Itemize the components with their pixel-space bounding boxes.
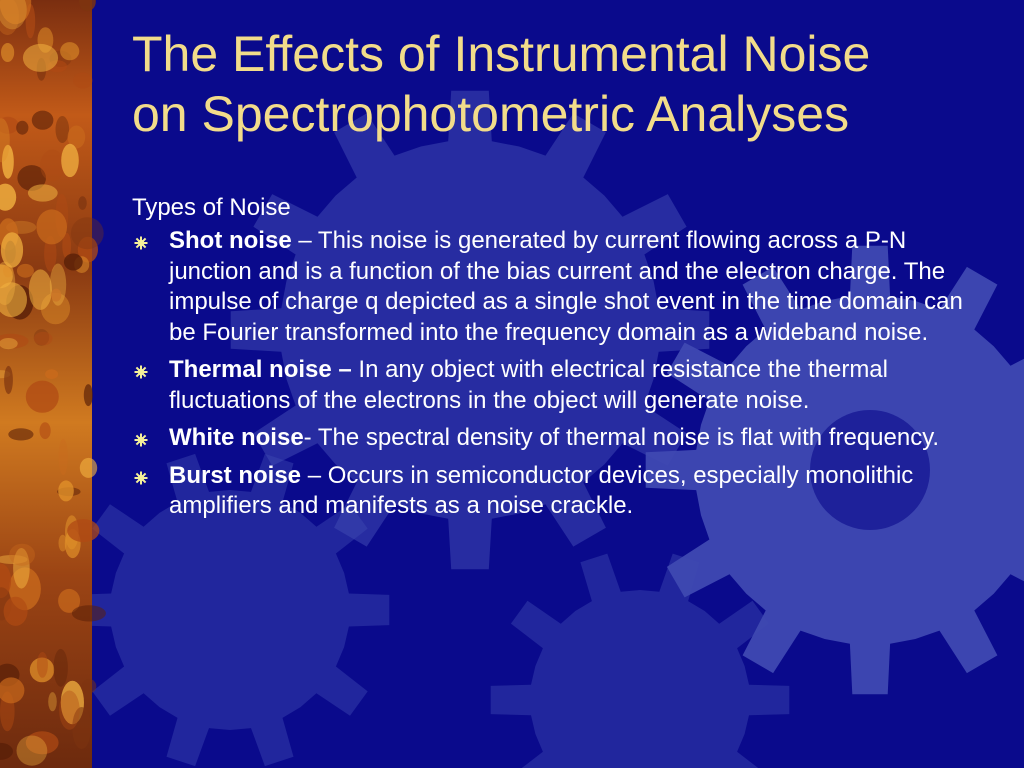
bullet-term: Burst noise	[169, 461, 302, 489]
texture-blotch	[59, 439, 68, 475]
texture-blotch	[56, 116, 70, 143]
texture-blotch	[1, 232, 23, 267]
texture-blotch	[16, 121, 28, 135]
texture-blotch	[9, 544, 35, 566]
bullet-text: – This noise is generated by current flowing across a P-N junction and is a function of the bias current and the electron charge. The impulse of charge q depicted as a single shot event in the time domain can be Fourier transformed into the frequency domain as a wideband noise.	[169, 227, 963, 346]
texture-blotch	[48, 692, 57, 711]
texture-blotch	[84, 384, 93, 406]
texture-blotch	[80, 458, 97, 478]
decorative-side-strip	[0, 0, 106, 768]
texture-blotch	[64, 254, 83, 271]
texture-blotch	[59, 691, 80, 730]
texture-blotch	[17, 264, 34, 278]
slide-title-line-1: The Effects of Instrumental Noise	[132, 26, 871, 82]
texture-blotch	[73, 73, 92, 89]
bullet-term: Shot noise	[169, 227, 292, 254]
texture-blotch	[23, 44, 58, 72]
sunburst-bullet-icon	[133, 432, 149, 448]
bullet-burst-noise	[132, 461, 980, 522]
texture-blotch	[50, 264, 66, 306]
bullet-term: Thermal noise –	[169, 356, 352, 383]
bullet-shot-noise	[132, 226, 980, 348]
texture-blotch	[71, 217, 104, 249]
texture-blotch	[4, 366, 13, 394]
bullet-thermal-noise	[132, 355, 980, 416]
texture-blotch	[28, 184, 58, 201]
texture-blotch	[34, 332, 53, 345]
texture-blotch	[45, 369, 58, 379]
texture-blotch	[60, 42, 79, 60]
section-heading: Types of Noise	[132, 194, 291, 221]
bullet-text: In any object with electrical resistance the thermal fluctuations of the electrons in the object will generate noise.	[169, 356, 888, 414]
slide-title-line-2: on Spectrophotometric Analyses	[132, 86, 850, 142]
noise-types-list	[132, 226, 980, 522]
texture-blotch	[26, 381, 59, 413]
texture-blotch	[78, 196, 87, 210]
texture-blotch	[58, 480, 74, 501]
sunburst-bullet-icon	[133, 470, 149, 486]
texture-blotch	[36, 209, 67, 244]
sunburst-bullet-icon	[133, 364, 149, 380]
texture-blotch	[4, 597, 28, 626]
texture-blotch	[8, 428, 33, 440]
bullet-text: - The spectral density of thermal noise is flat with frequency.	[303, 424, 940, 451]
texture-blotch	[61, 144, 79, 177]
bullet-text: – Occurs in semiconductor devices, especially monolithic amplifiers and manifests as a noise crackle.	[169, 461, 914, 519]
texture-blotch	[1, 43, 14, 62]
texture-blotch	[32, 111, 54, 130]
slide-body	[132, 192, 980, 529]
texture-blotch	[67, 519, 99, 542]
bullet-white-noise	[132, 423, 980, 454]
texture-blotch	[40, 150, 64, 182]
texture-blotch	[54, 649, 68, 687]
texture-blotch	[29, 269, 52, 310]
texture-blotch	[37, 652, 48, 678]
texture-blotch	[17, 736, 48, 766]
texture-blotch	[72, 605, 106, 621]
sunburst-bullet-icon	[133, 235, 149, 251]
texture-blotch	[40, 422, 51, 439]
bullet-term: White noise	[169, 424, 304, 451]
slide-title	[132, 24, 1012, 144]
texture-blotch	[82, 679, 96, 693]
